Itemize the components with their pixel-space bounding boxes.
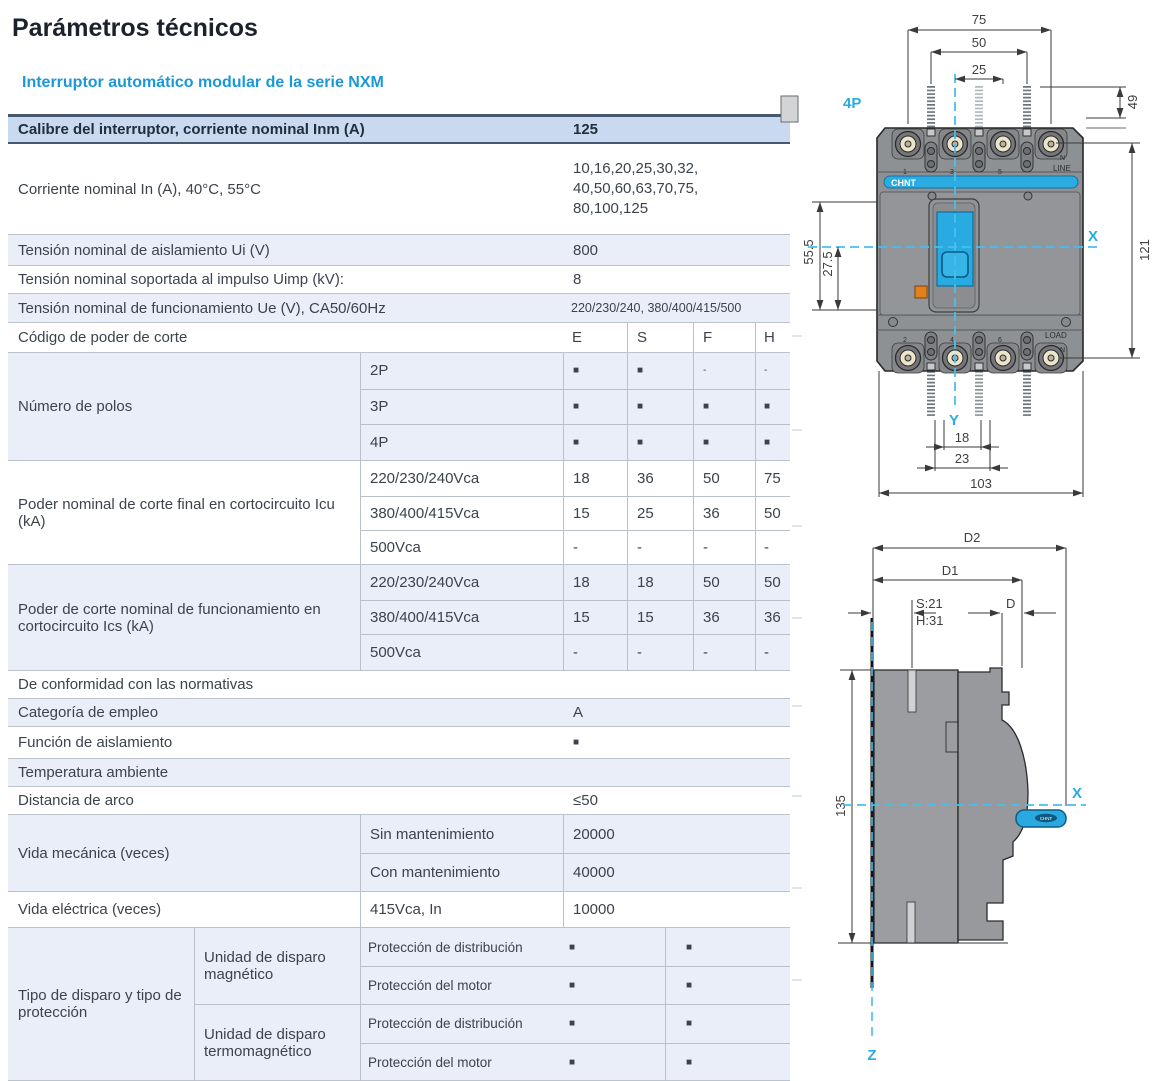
cell: -: [755, 635, 790, 670]
dim-55-5: 55.5: [801, 239, 816, 264]
dim-103: 103: [970, 476, 992, 491]
cell: ■: [693, 390, 755, 425]
dim-135: 135: [833, 795, 848, 817]
cell: -: [693, 635, 755, 670]
value-line: 10,16,20,25,30,32,: [573, 159, 698, 179]
sub-label: 380/400/415Vca: [360, 497, 563, 531]
terminal-label: 1: [903, 169, 907, 176]
table-row-vida-electrica: [8, 892, 790, 928]
row-value: 800: [563, 235, 790, 265]
dim-27-5: 27.5: [820, 251, 835, 276]
col-header-S: S: [627, 323, 693, 352]
cell: ■: [563, 1044, 665, 1081]
dim-S21: S:21: [916, 596, 943, 611]
table-row: [8, 266, 790, 294]
dim-D: D: [1006, 596, 1015, 611]
col-header-F: F: [693, 323, 755, 352]
terminal-label: 6: [998, 337, 1002, 344]
group-label: Número de polos: [8, 353, 360, 460]
sub-label: Protección del motor: [360, 1044, 563, 1081]
cell: -: [627, 531, 693, 564]
row-label: Tensión nominal de aislamiento Ui (V): [8, 235, 563, 265]
row-label: De conformidad con las normativas: [8, 671, 563, 698]
cell: ■: [627, 390, 693, 425]
cell: 50: [755, 565, 790, 600]
cell: 75: [755, 461, 790, 496]
table-row: [8, 759, 790, 787]
cell: -: [693, 531, 755, 564]
dim-D2: D2: [964, 530, 981, 545]
row-label: Función de aislamiento: [8, 727, 563, 758]
cell: ■: [755, 425, 790, 460]
row-label: Código de poder de corte: [8, 323, 563, 352]
cell: 36: [755, 601, 790, 635]
cell: ■: [563, 967, 665, 1004]
sub-label: 3P: [360, 390, 563, 425]
x-axis-label: X: [1088, 228, 1098, 245]
row-label: Tensión nominal soportada al impulso Uimp (kV):: [8, 266, 563, 293]
line-label: LINE: [1053, 164, 1071, 173]
cell: 36: [627, 461, 693, 496]
trip-indicator: [915, 286, 927, 298]
terminal-label: 5: [998, 169, 1002, 176]
cell: -: [693, 353, 755, 389]
row-label: Distancia de arco: [8, 787, 563, 814]
load-label: LOAD: [1045, 331, 1067, 340]
mounting-screws-top: [931, 86, 1027, 128]
cell: 20000: [563, 815, 790, 853]
y-axis-label: Y: [949, 412, 959, 429]
row-value: ■: [563, 727, 790, 758]
row-label: Temperatura ambiente: [8, 759, 563, 786]
unit-label: Unidad de disparo termomagnético: [194, 1005, 360, 1081]
cell: 18: [627, 565, 693, 600]
group-label: Poder nominal de corte final en cortocircuito Icu (kA): [8, 461, 360, 564]
cell: ■: [665, 967, 790, 1004]
pole-count-tag: 4P: [843, 95, 861, 112]
cell: 50: [693, 461, 755, 496]
sub-label: 380/400/415Vca: [360, 601, 563, 635]
cropped-figure-fragment: [781, 96, 798, 122]
value-line: 80,100,125: [573, 199, 648, 219]
group-label: Vida mecánica (veces): [8, 815, 360, 891]
table-row: [8, 144, 790, 235]
dim-H31: H:31: [916, 613, 943, 628]
row-value: [563, 759, 790, 786]
table-group-ics: [8, 565, 790, 671]
page-title: Parámetros técnicos: [12, 14, 258, 43]
dim-23: 23: [955, 451, 969, 466]
cell: ■: [563, 425, 627, 460]
cell: -: [563, 635, 627, 670]
brand-logo: CHNT: [891, 178, 916, 188]
cell: ■: [563, 1005, 665, 1043]
terminal-label: 3: [950, 169, 954, 176]
cell: 15: [563, 497, 627, 531]
row-value: 220/230/240, 380/400/415/500: [563, 294, 790, 322]
side-body-front: [958, 668, 1028, 940]
table-row: [8, 787, 790, 815]
row-label: Vida eléctrica (veces): [8, 892, 360, 927]
row-value: 8: [563, 266, 790, 293]
table-group-vida-mecanica: [8, 815, 790, 892]
header-label: Calibre del interruptor, corriente nominal Inm (A): [8, 117, 563, 142]
cell: 15: [627, 601, 693, 635]
header-value: 125: [563, 117, 790, 142]
cell: -: [755, 531, 790, 564]
unit-label: Unidad de disparo magnético: [194, 928, 360, 1004]
sub-label: 415Vca, In: [360, 892, 563, 927]
terminal-label: 4: [950, 337, 954, 344]
cell: -: [755, 353, 790, 389]
group-label: Tipo de disparo y tipo de protección: [8, 928, 194, 1080]
table-row: [8, 323, 790, 353]
cell: 15: [563, 601, 627, 635]
dim-25: 25: [972, 62, 986, 77]
cell: ■: [563, 928, 665, 966]
cell: ■: [665, 1044, 790, 1081]
table-row: [8, 294, 790, 323]
sub-label: Con mantenimiento: [360, 854, 563, 891]
cell: ■: [665, 928, 790, 966]
row-label: Corriente nominal In (A), 40°C, 55°C: [8, 144, 563, 234]
sub-label: Protección de distribución: [360, 928, 563, 966]
cell: 36: [693, 601, 755, 635]
cell: ■: [563, 353, 627, 389]
terminal-label: 2: [903, 337, 907, 344]
side-view-drawing: [833, 530, 1086, 1064]
col-header-E: E: [563, 323, 627, 352]
table-group-icu: [8, 461, 790, 565]
terminal-label: N: [1060, 347, 1065, 354]
page-seam-marks: [792, 336, 802, 980]
table-group-polos: [8, 353, 790, 461]
row-value: A: [563, 699, 790, 726]
face-panel: [880, 192, 1080, 315]
cell: 36: [693, 497, 755, 531]
terminal-label: N: [1060, 155, 1065, 162]
front-view-drawing: [801, 12, 1152, 497]
group-label: Poder de corte nominal de funcionamiento en cortocircuito Ics (kA): [8, 565, 360, 670]
table-row: [8, 699, 790, 727]
cell: ■: [627, 353, 693, 389]
table-row: [8, 727, 790, 759]
dim-121: 121: [1137, 239, 1152, 261]
cell: ■: [693, 425, 755, 460]
row-value: 10000: [563, 892, 790, 927]
dim-75: 75: [972, 12, 986, 27]
parameters-table: [8, 114, 790, 1081]
sub-label: Protección de distribución: [360, 1005, 563, 1043]
dim-18: 18: [955, 430, 969, 445]
cell: 50: [693, 565, 755, 600]
dim-49: 49: [1125, 95, 1140, 109]
cell: -: [627, 635, 693, 670]
technical-drawings: [770, 0, 1160, 1080]
cell: 18: [563, 565, 627, 600]
row-value: [563, 144, 790, 234]
cell: 50: [755, 497, 790, 531]
cell: ■: [627, 425, 693, 460]
sub-label: 2P: [360, 353, 563, 389]
cell: ■: [665, 1005, 790, 1043]
sub-label: 4P: [360, 425, 563, 460]
cell: 25: [627, 497, 693, 531]
dim-D1: D1: [942, 563, 959, 578]
table-group-disparo: [8, 928, 790, 1081]
table-header-row: [8, 117, 790, 144]
table-row: [8, 235, 790, 266]
row-value: ≤50: [563, 787, 790, 814]
cell: -: [563, 531, 627, 564]
z-axis-label: Z: [867, 1047, 876, 1064]
cell: ■: [563, 390, 627, 425]
cell: 40000: [563, 854, 790, 891]
sub-label: 220/230/240Vca: [360, 565, 563, 600]
value-line: 40,50,60,63,70,75,: [573, 179, 698, 199]
cell: ■: [755, 390, 790, 425]
sub-label: Sin mantenimiento: [360, 815, 563, 853]
sub-label: 500Vca: [360, 531, 563, 564]
row-value: [563, 671, 790, 698]
sub-label: 500Vca: [360, 635, 563, 670]
mounting-screws-bottom: [931, 371, 1027, 417]
dim-50: 50: [972, 35, 986, 50]
sub-label: Protección del motor: [360, 967, 563, 1004]
sub-label: 220/230/240Vca: [360, 461, 563, 496]
col-header-H: H: [755, 323, 790, 352]
row-label: Categoría de empleo: [8, 699, 563, 726]
row-label: Tensión nominal de funcionamiento Ue (V), CA50/60Hz: [8, 294, 563, 322]
section-subtitle: Interruptor automático modular de la serie NXM: [22, 74, 384, 92]
brand-logo-small: CHNT: [1040, 816, 1053, 821]
x-axis-label-side: X: [1072, 785, 1082, 802]
cell: 18: [563, 461, 627, 496]
table-row: [8, 671, 790, 699]
